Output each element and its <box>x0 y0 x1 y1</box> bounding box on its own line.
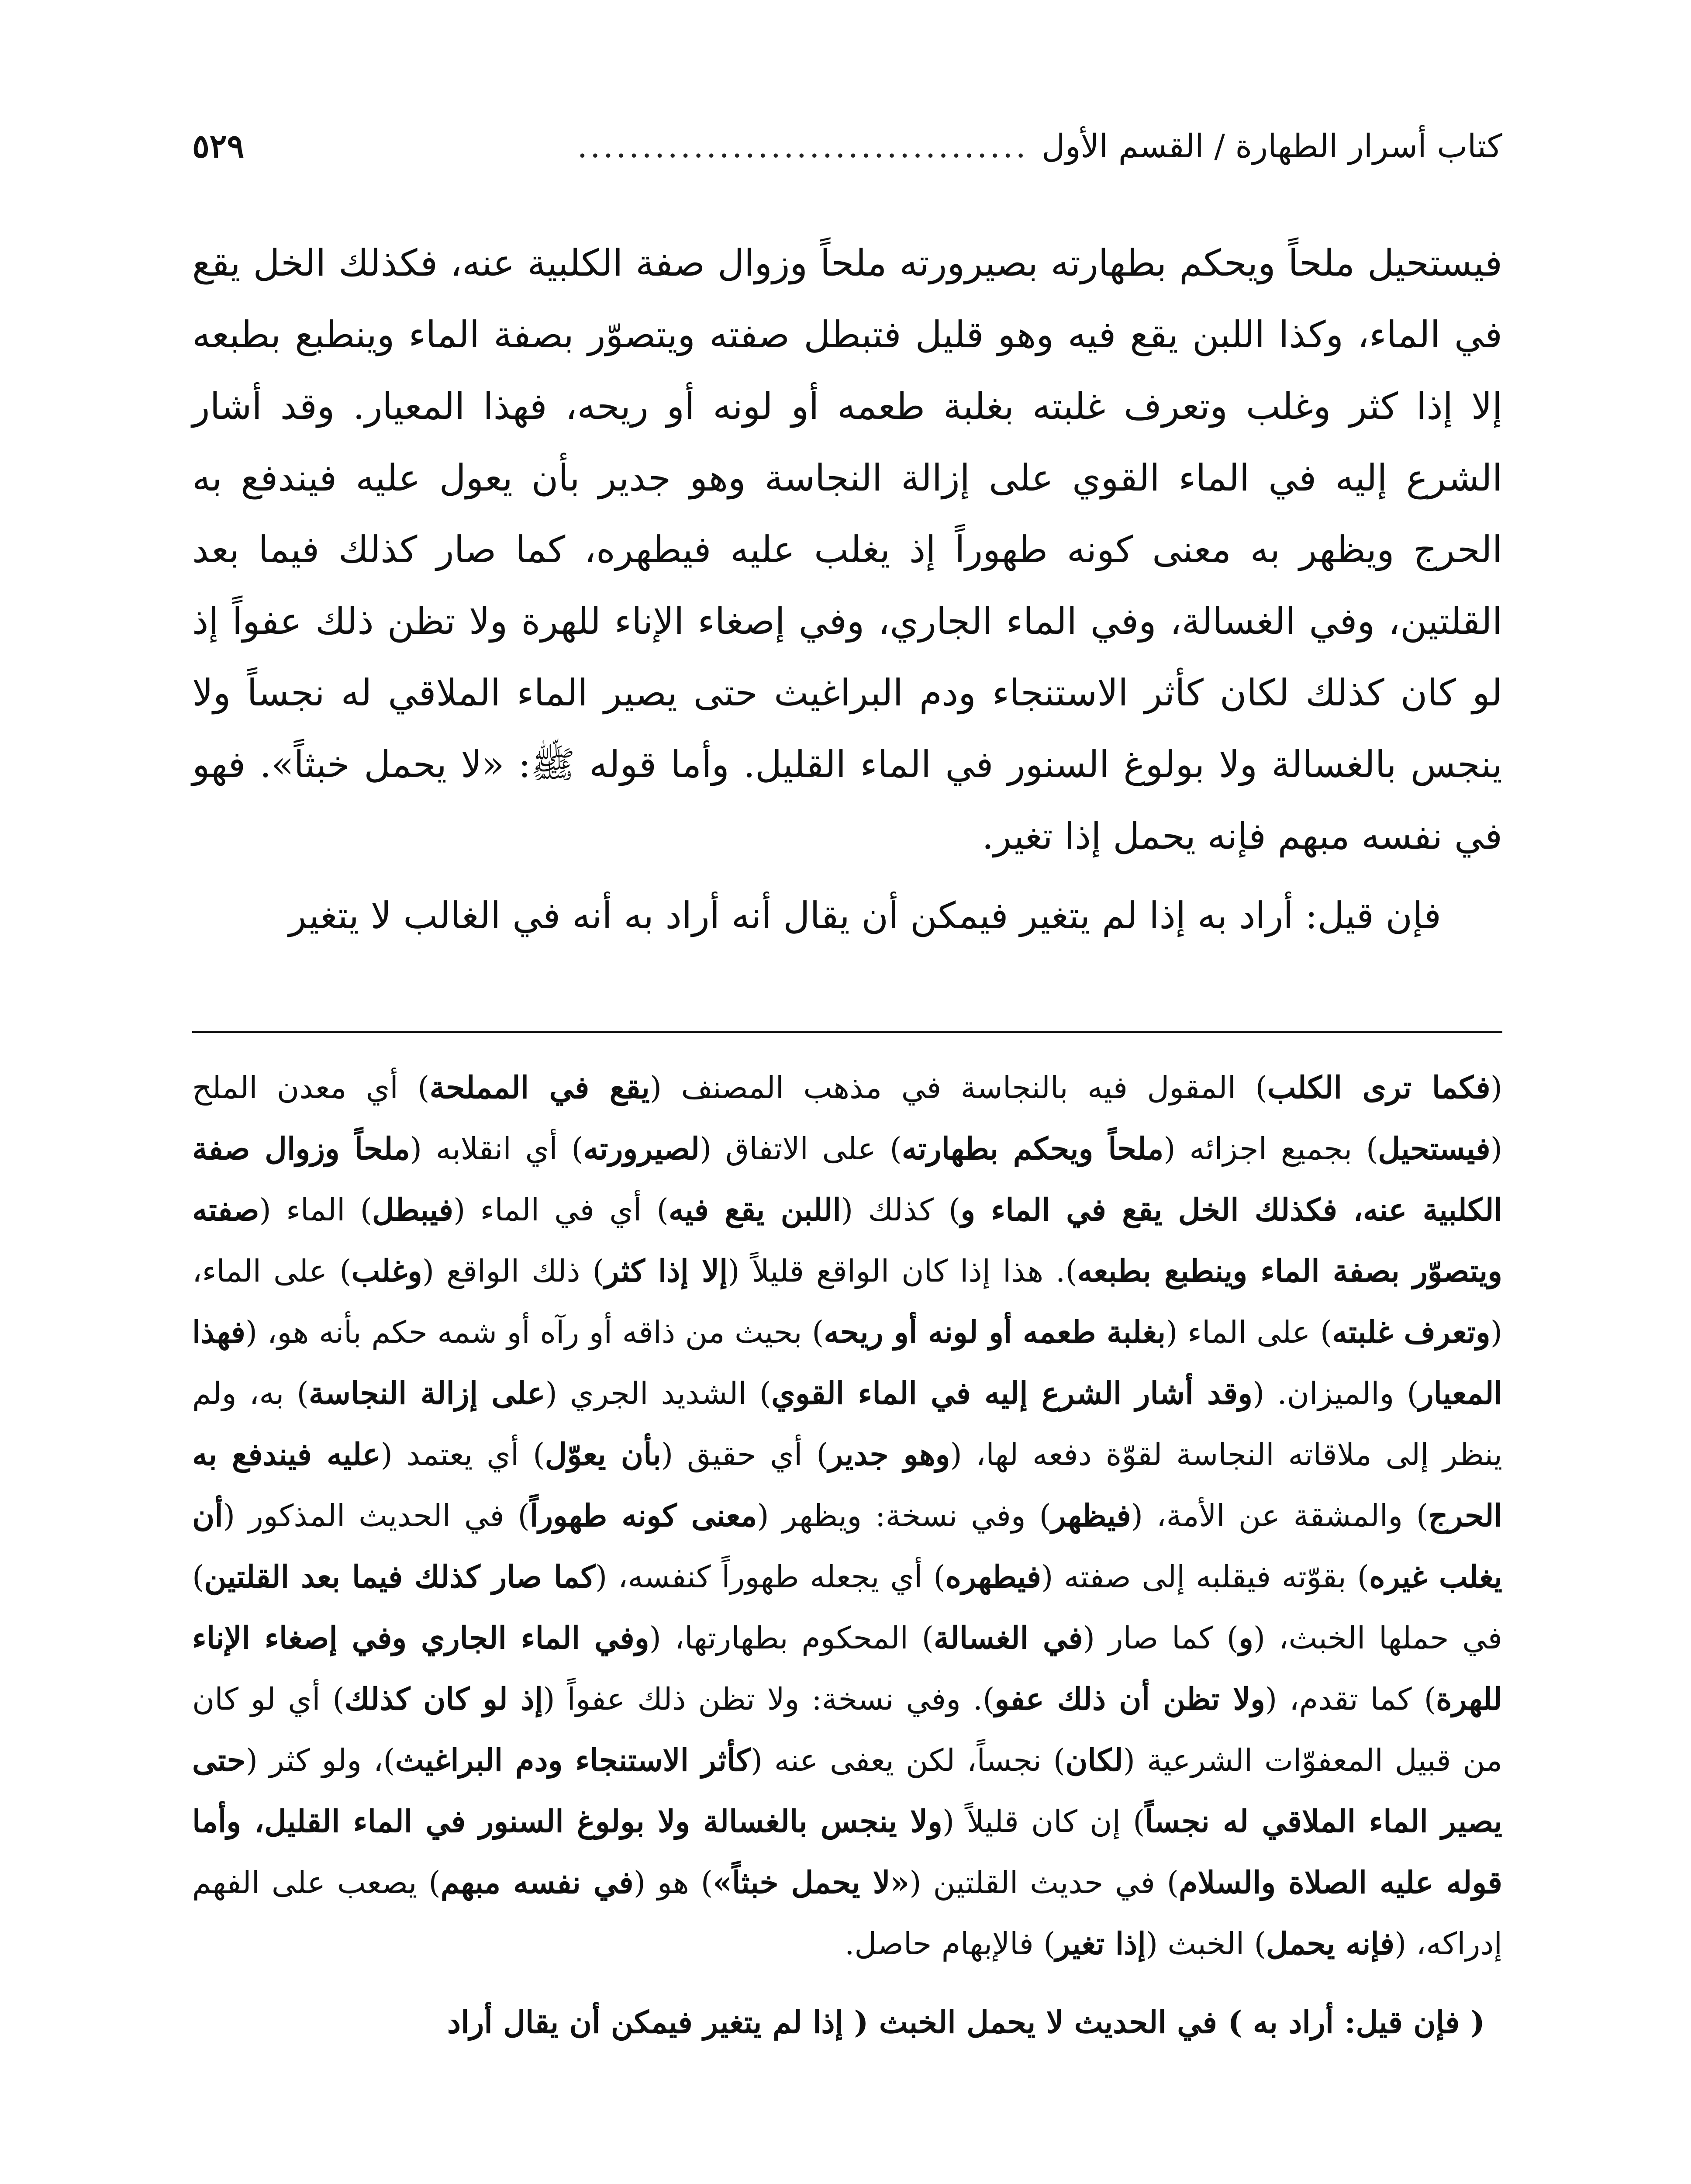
quoted-text: فيستحيل <box>1378 1130 1491 1167</box>
page-number: ٥٢٩ <box>192 128 245 165</box>
quoted-text: وتعرف غلبته <box>1332 1314 1491 1350</box>
quoted-text: «لا يحمل خبثاً» <box>713 1864 910 1901</box>
quoted-text: عليه فيندفع به الحرج <box>192 1436 1502 1534</box>
quoted-text: فيبطل <box>372 1192 454 1228</box>
quoted-text: ملحاً وزوال صفة الكلبية عنه، فكذلك الخل يقع في الماء و <box>192 1130 1502 1228</box>
quoted-text: فيطهره <box>945 1559 1042 1595</box>
quoted-text: في نفسه مبهم <box>440 1864 634 1901</box>
quoted-text: صفته ويتصوّر بصفة الماء وينطبع بطبعه <box>192 1192 1502 1289</box>
quoted-text: وهو جدير <box>828 1436 950 1472</box>
running-title: كتاب أسرار الطهارة / القسم الأول <box>1041 128 1502 165</box>
quoted-text: ولا ينجس بالغسالة ولا بولوغ السنور في الماء القليل، وأما قوله عليه الصلاة والسلام <box>192 1803 1502 1901</box>
quoted-text: وقد أشار الشرع إليه في الماء القوي <box>771 1375 1253 1411</box>
quoted-text: إلا إذا كثر <box>604 1253 728 1289</box>
leader-dots: ................................... <box>577 128 1028 165</box>
running-header <box>192 118 1502 175</box>
quoted-text: فإنه يحمل <box>1266 1925 1395 1962</box>
quoted-text: ملحاً ويحكم بطهارته <box>901 1130 1164 1167</box>
quoted-text: وفي الماء الجاري وفي إصغاء الإناء للهرة <box>192 1620 1503 1717</box>
quoted-text: و <box>1239 1620 1253 1656</box>
quoted-text: معنى كونه طهوراً <box>529 1497 757 1534</box>
quoted-text: فهذا المعيار <box>192 1314 1502 1411</box>
quoted-text: في الغسالة <box>933 1620 1083 1656</box>
quoted-text: فيظهر <box>1051 1497 1131 1534</box>
quoted-text: على إزالة النجاسة <box>308 1375 545 1411</box>
quoted-text: كأثر الاستنجاء ودم البراغيث <box>395 1742 751 1778</box>
main-text <box>192 227 1502 951</box>
book-page <box>192 0 1502 2184</box>
quoted-text: كما صار كذلك فيما بعد القلتين <box>204 1559 595 1595</box>
commentary <box>192 1057 1502 2053</box>
main-paragraph: فيستحيل ملحاً ويحكم بطهارته بصيرورته ملحاً وزوال صفة الكلبية عنه، فكذلك الخل يقع في الماء، وكذا اللبن يقع فيه وهو قليل فتبطل صفته ويتصوّر بصفة الماء وينطبع بطبعه إلا إذا كثر وغلب وتعرف غلبته بغلبة طعمه أو لونه أو ريحه، فهذا المعيار. وقد أشار الشرع إليه في الماء القوي على إزالة النجاسة وهو جدير بأن يعول عليه فيندفع به الحرج ويظهر به معنى كونه طهوراً إذ يغلب عليه فيطهره، كما صار كذلك فيما بعد القلتين، وفي الغسالة، وفي الماء الجاري، وفي إصغاء الإناء للهرة ولا تظن ذلك عفواً إذ لو كان كذلك لكان كأثر الاستنجاء ودم البراغيث حتى يصير الماء الملاقي له نجساً ولا ينجس بالغسالة ولا بولوغ السنور في الماء القليل. وأما قوله ﷺ: «لا يحمل خبثاً». فهو في نفسه مبهم فإنه يحمل إذا تغير. <box>192 242 1502 857</box>
quoted-text: فكما ترى الكلب <box>1267 1069 1491 1106</box>
main-paragraph: فإن قيل: أراد به إذا لم يتغير فيمكن أن يقال أنه أراد به أنه في الغالب لا يتغير <box>289 894 1441 937</box>
quoted-text: بأن يعوّل <box>545 1436 662 1472</box>
quoted-text: يقع في المملحة <box>429 1069 650 1106</box>
quoted-text: لكان <box>1065 1742 1123 1778</box>
commentary-continuation: ( فإن قيل: أراد به ) في الحديث لا يحمل الخبث ( إذا لم يتغير فيمكن أن يقال أراد <box>447 2004 1485 2040</box>
footnote-divider <box>192 1031 1502 1033</box>
quoted-text: ولا تظن أن ذلك عفو <box>994 1681 1265 1717</box>
quoted-text: إذ لو كان كذلك <box>344 1681 543 1717</box>
quoted-text: إذا تغير <box>1055 1925 1146 1962</box>
quoted-text: وغلب <box>351 1253 422 1289</box>
quoted-text: لصيرورته <box>583 1130 700 1167</box>
quoted-text: بغلبة طعمه أو لونه أو ريحه <box>824 1314 1166 1350</box>
quoted-text: اللبن يقع فيه <box>668 1192 841 1228</box>
quoted-text: حتى يصير الماء الملاقي له نجساً <box>192 1742 1502 1839</box>
commentary-paragraph: (فكما ترى الكلب) المقول فيه بالنجاسة في مذهب المصنف (يقع في المملحة) أي معدن الملح (فيستحيل) بجميع اجزائه (ملحاً ويحكم بطهارته) على الاتفاق (لصيرورته) أي انقلابه (ملحاً وزوال صفة الكلبية عنه، فكذلك الخل يقع في الماء و) كذلك (اللبن يقع فيه) أي في الماء (فيبطل) الماء (صفته ويتصوّر بصفة الماء وينطبع بطبعه). هذا إذا كان الواقع قليلاً (إلا إذا كثر) ذلك الواقع (وغلب) على الماء، (وتعرف غلبته) على الماء (بغلبة طعمه أو لونه أو ريحه) بحيث من ذاقه أو رآه أو شمه حكم بأنه هو، (فهذا المعيار) والميزان. (وقد أشار الشرع إليه في الماء القوي) الشديد الجري (على إزالة النجاسة) به، ولم ينظر إلى ملاقاته النجاسة لقوّة دفعه لها، (وهو جدير) أي حقيق (بأن يعوّل) أي يعتمد (عليه فيندفع به الحرج) والمشقة عن الأمة، (فيظهر) وفي نسخة: ويظهر (معنى كونه طهوراً) في الحديث المذكور (أن يغلب غيره) بقوّته فيقلبه إلى صفته (فيطهره) أي يجعله طهوراً كنفسه، (كما صار كذلك فيما بعد القلتين) في حملها الخبث، (و) كما صار (في الغسالة) المحكوم بطهارتها، (وفي الماء الجاري وفي إصغاء الإناء للهرة) كما تقدم، (ولا تظن أن ذلك عفو). وفي نسخة: ولا تظن ذلك عفواً (إذ لو كان كذلك) أي لو كان من قبيل المعفوّات الشرعية (لكان) نجساً، لكن يعفى عنه (كأثر الاستنجاء ودم البراغيث)، ولو كثر (حتى يصير الماء الملاقي له نجساً) إن كان قليلاً (ولا ينجس بالغسالة ولا بولوغ السنور في الماء القليل، وأما قوله عليه الصلاة والسلام) في حديث القلتين («لا يحمل خبثاً») هو (في نفسه مبهم) يصعب على الفهم إدراكه، (فإنه يحمل) الخبث (إذا تغير) فالإبهام حاصل. <box>192 1069 1503 1962</box>
quoted-text: أن يغلب غيره <box>192 1497 1503 1595</box>
